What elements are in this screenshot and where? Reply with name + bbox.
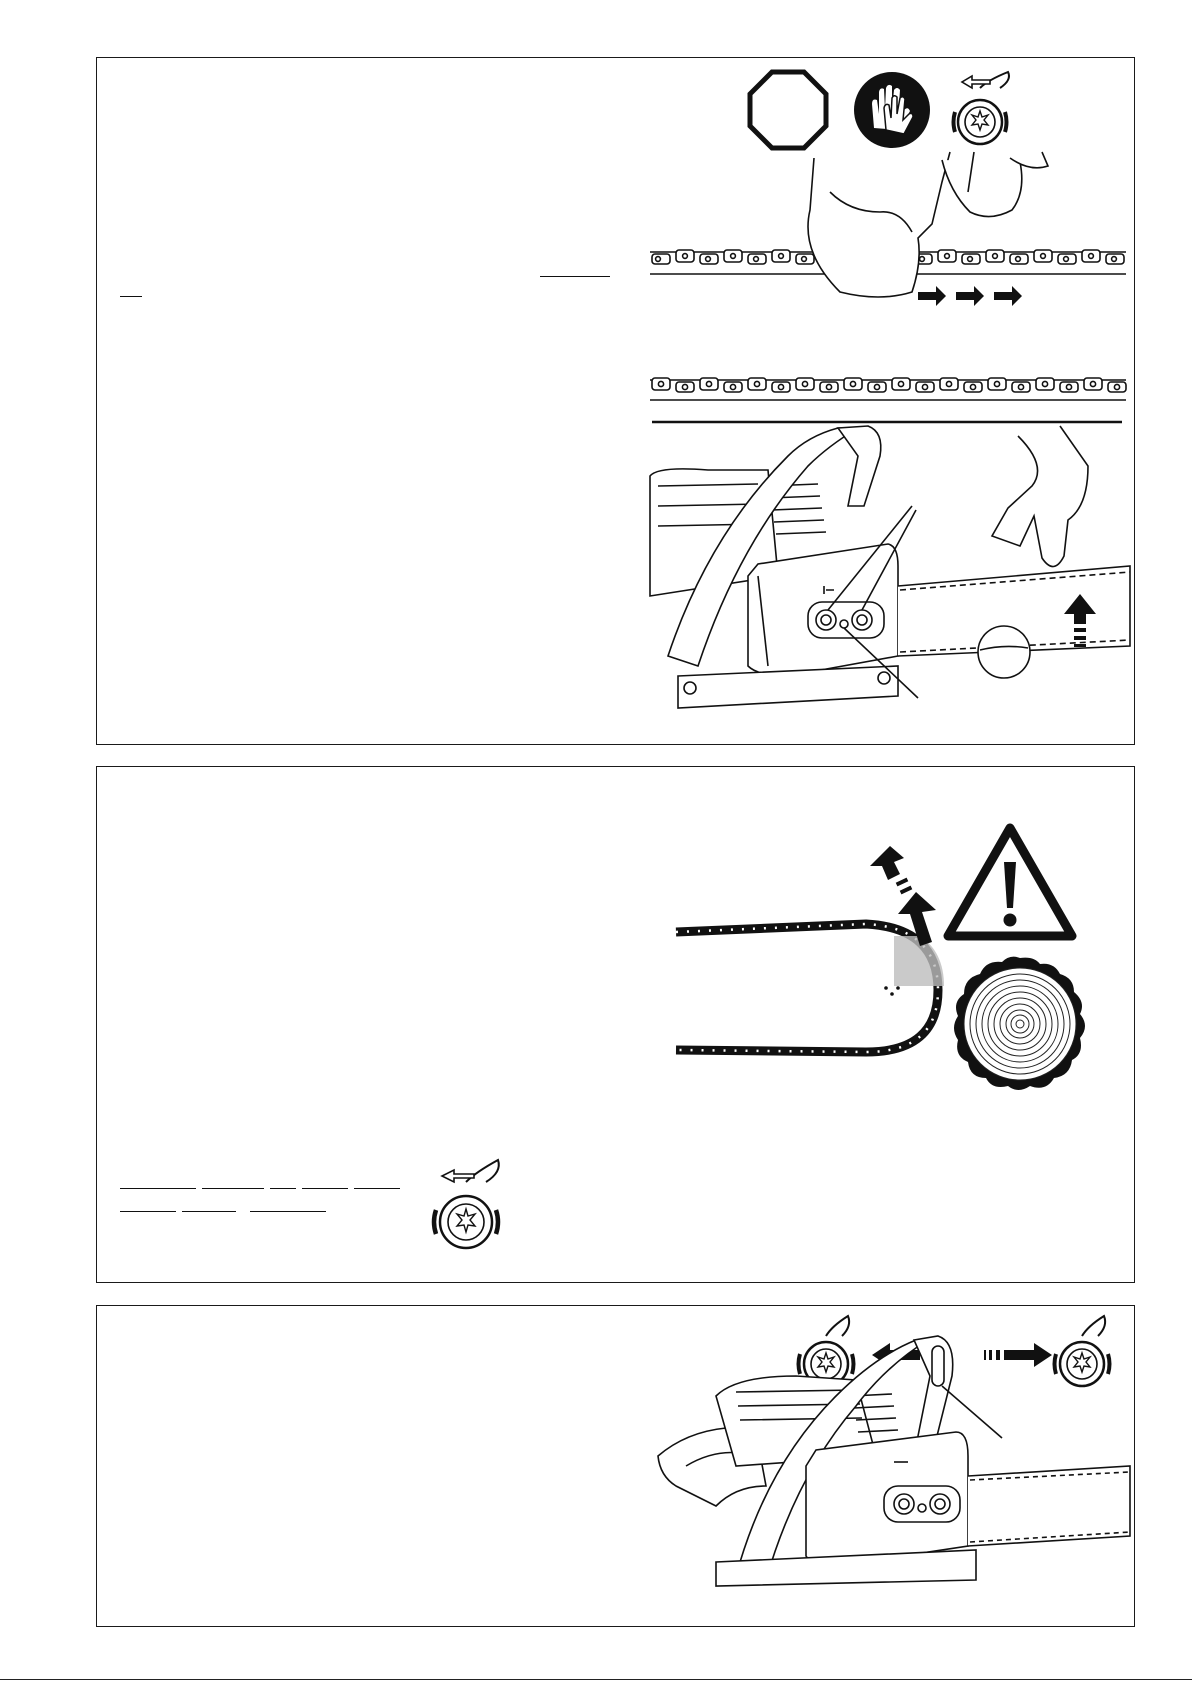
adjusting-chain-tension-illustration [648, 426, 1130, 718]
warning-triangle-icon [942, 822, 1078, 942]
chain-brake-icon [428, 1154, 508, 1250]
redacted-text-line [250, 1211, 326, 1212]
redacted-text-line [354, 1188, 400, 1189]
redacted-text-line [302, 1188, 348, 1189]
chain-brake-engaged-icon [950, 66, 1020, 146]
redacted-text-line [202, 1188, 264, 1189]
redacted-text-line [120, 1211, 176, 1212]
stop-octagon-icon [748, 70, 828, 150]
redacted-text-line [120, 1188, 196, 1189]
redacted-text-line [270, 1188, 296, 1189]
redacted-text-line [540, 276, 610, 277]
hand-pulling-chain-illustration [650, 152, 1128, 312]
log-cross-section-illustration [950, 954, 1090, 1094]
safety-gloves-icon [852, 70, 932, 150]
redacted-text-line [120, 296, 142, 297]
page-footer-rule [0, 1679, 1192, 1680]
chain-correctly-tensioned-illustration [650, 372, 1128, 412]
illustration-divider [652, 420, 1130, 424]
chainsaw-side-view-illustration [656, 1336, 1130, 1586]
redacted-text-line [182, 1211, 236, 1212]
